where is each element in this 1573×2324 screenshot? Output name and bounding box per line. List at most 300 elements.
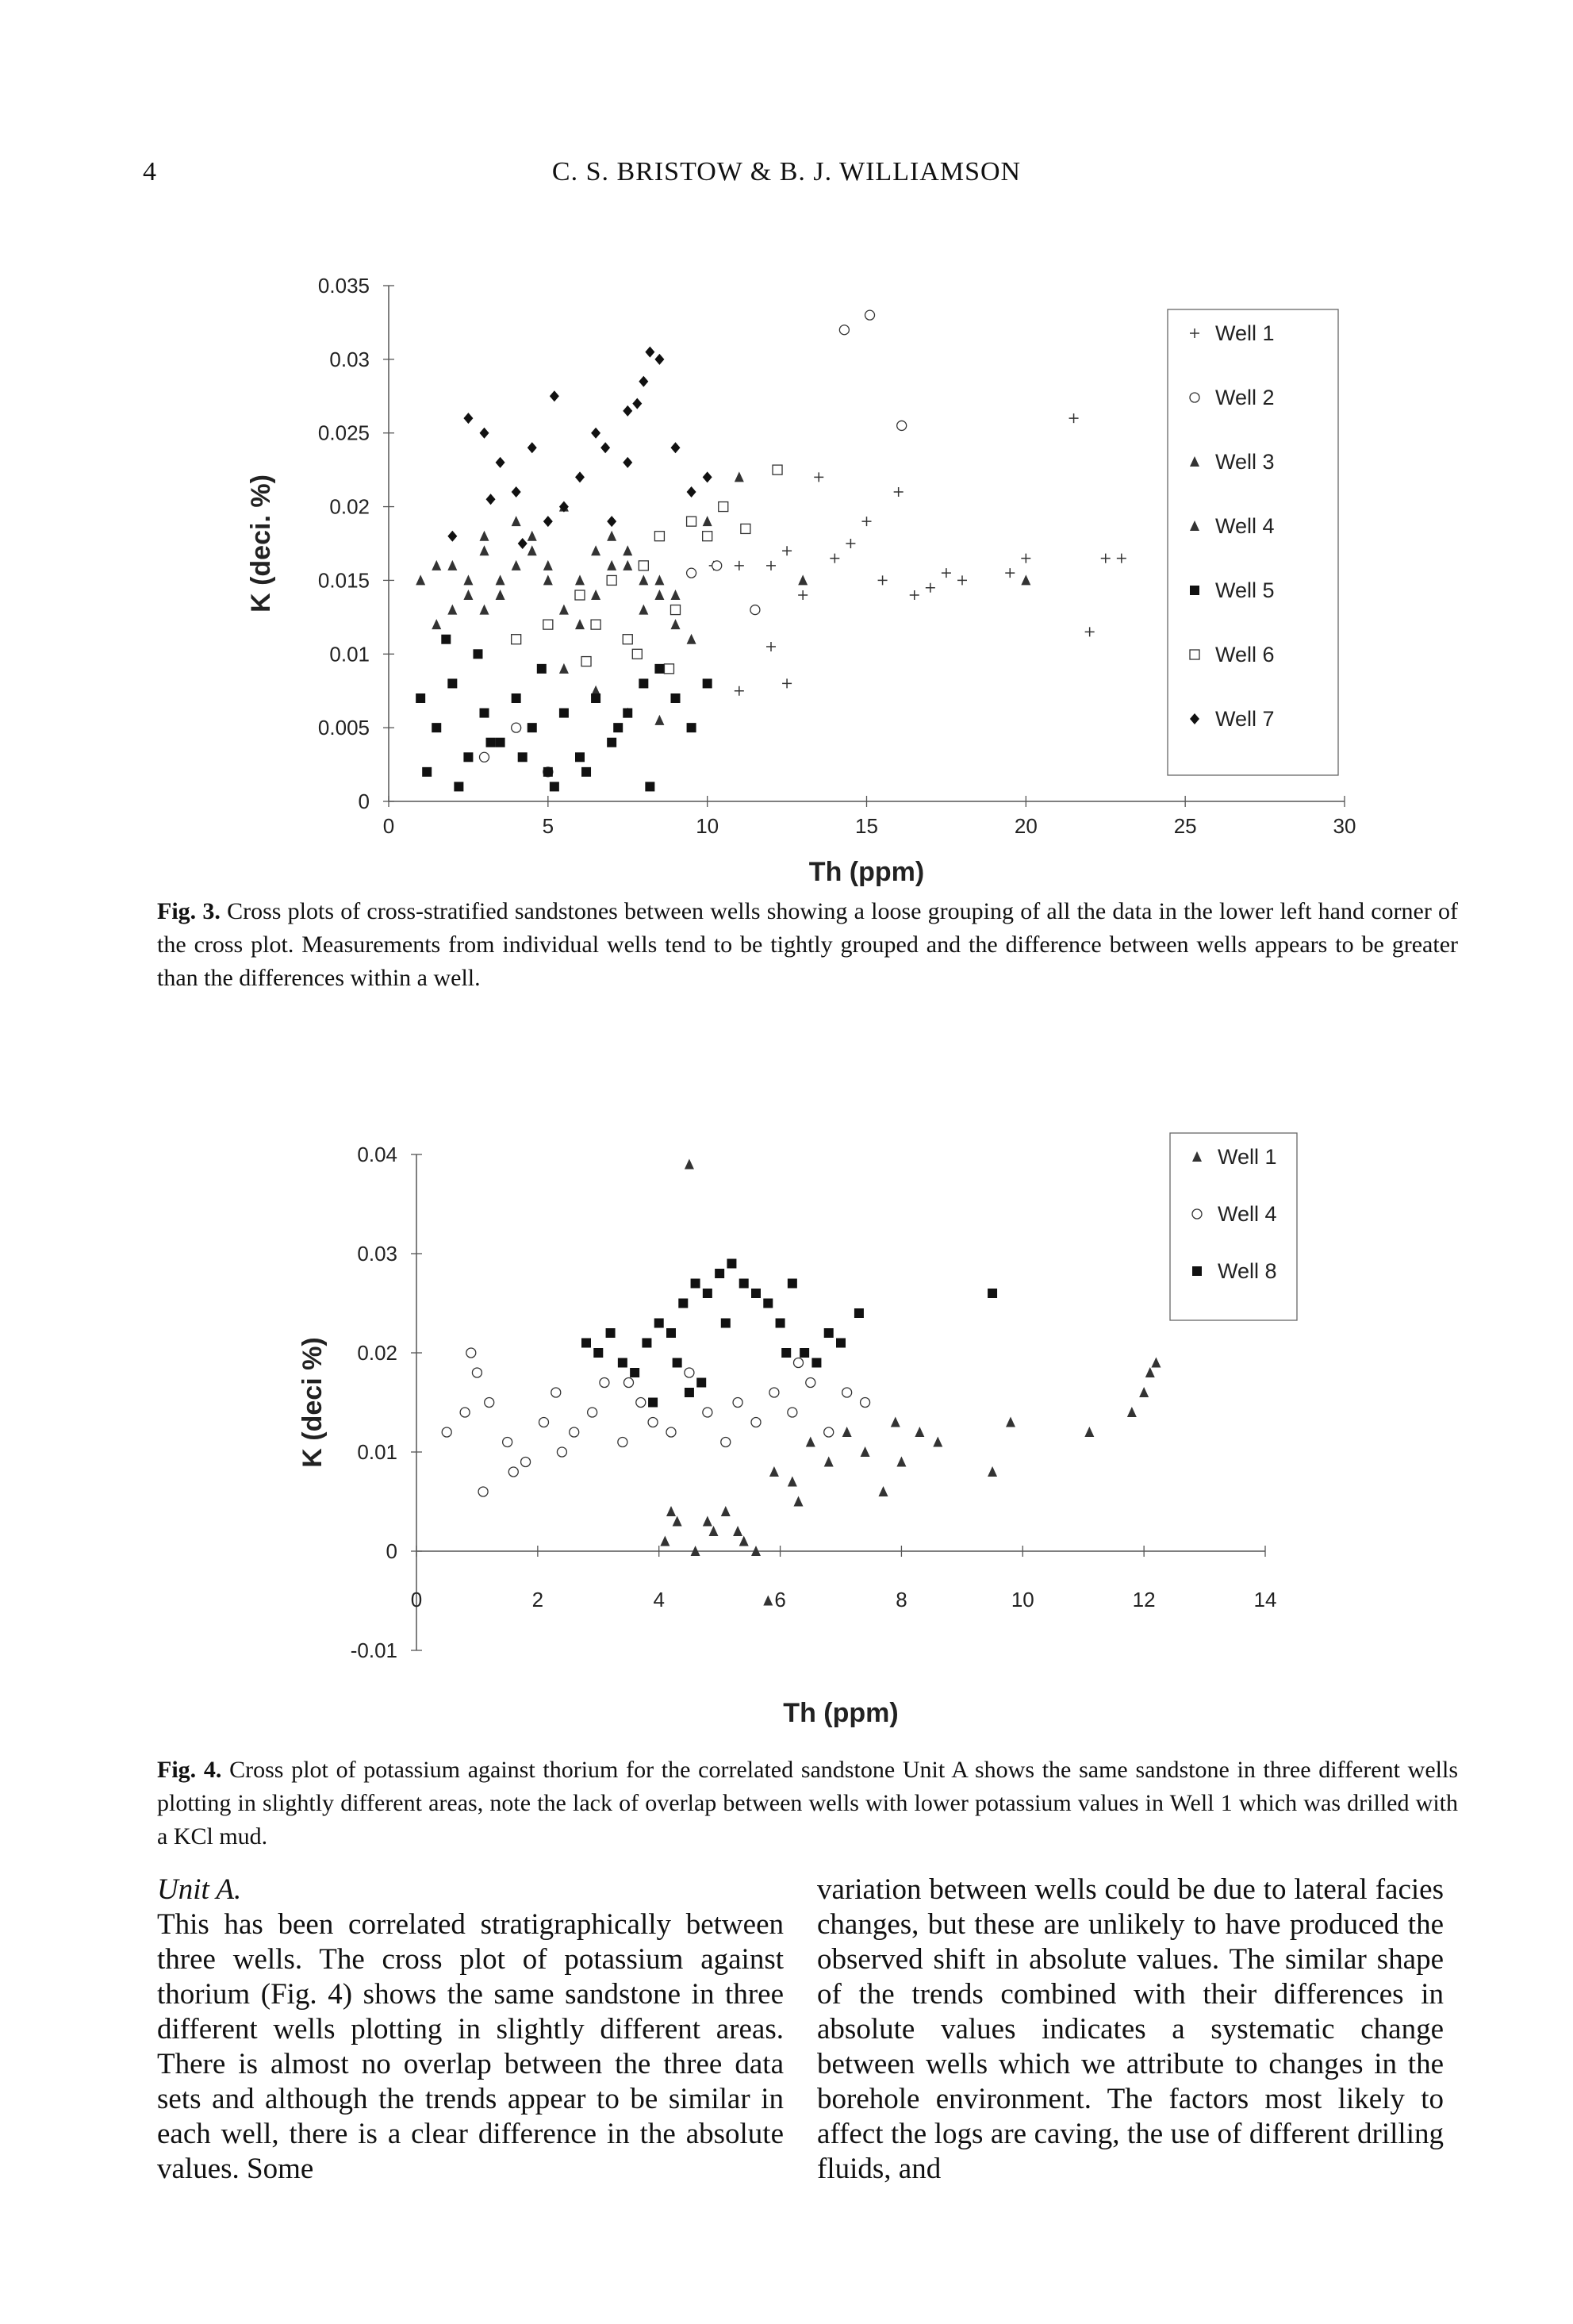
data-point	[496, 590, 505, 600]
data-point	[654, 590, 664, 600]
data-point	[687, 517, 696, 526]
data-point	[788, 1408, 797, 1417]
data-point	[537, 664, 547, 674]
data-point	[800, 1348, 809, 1358]
data-point	[575, 471, 585, 482]
data-point	[798, 574, 808, 585]
data-point	[776, 1319, 785, 1328]
data-point	[480, 605, 489, 615]
data-point	[422, 767, 432, 777]
x-tick-label: 5	[542, 814, 554, 838]
data-point	[645, 347, 654, 358]
x-tick-label: 0	[410, 1588, 423, 1611]
data-point	[878, 575, 888, 585]
data-point	[648, 1418, 658, 1427]
data-point	[733, 1398, 742, 1408]
data-point	[485, 1398, 494, 1408]
y-tick-label: 0	[358, 789, 370, 813]
data-point	[588, 1408, 597, 1417]
series-well-1	[660, 1159, 1161, 1606]
data-point	[763, 1299, 773, 1308]
data-point	[671, 590, 681, 600]
data-point	[623, 457, 632, 468]
data-point	[988, 1466, 997, 1477]
data-point	[496, 738, 505, 747]
data-point	[703, 516, 712, 526]
data-point	[1005, 568, 1015, 578]
data-point	[581, 657, 591, 666]
data-point	[528, 442, 537, 453]
data-point	[550, 390, 559, 401]
data-point	[591, 428, 600, 439]
data-point	[794, 1358, 804, 1368]
data-point	[591, 545, 600, 555]
data-point	[581, 767, 591, 777]
data-point	[766, 561, 776, 570]
data-point	[623, 545, 632, 555]
y-tick-label: 0.015	[317, 568, 370, 593]
data-point	[463, 574, 473, 585]
x-tick-label: 15	[855, 814, 878, 838]
data-point	[1085, 627, 1095, 636]
data-point	[1151, 1358, 1161, 1368]
data-point	[1069, 413, 1079, 423]
data-point	[811, 1358, 821, 1368]
figure-4-label: Fig. 4.	[157, 1757, 222, 1783]
data-point	[543, 620, 553, 629]
legend-marker	[1190, 586, 1199, 595]
data-point	[830, 554, 839, 563]
legend-label: Well 7	[1215, 707, 1275, 731]
y-tick-label: 0.04	[357, 1143, 397, 1166]
data-point	[521, 1458, 531, 1467]
data-point	[666, 1427, 676, 1437]
data-point	[664, 664, 673, 674]
data-point	[607, 738, 616, 747]
data-point	[480, 428, 489, 439]
data-point	[673, 1516, 682, 1527]
legend-box	[1168, 309, 1338, 775]
data-point	[636, 1398, 646, 1408]
data-point	[528, 545, 537, 555]
y-axis-label: K (deci %)	[297, 1337, 328, 1468]
data-point	[773, 465, 782, 474]
data-point	[528, 723, 537, 732]
data-point	[463, 752, 473, 762]
legend-label: Well 4	[1215, 514, 1275, 538]
data-point	[496, 574, 505, 585]
data-point	[696, 1378, 706, 1388]
data-point	[782, 678, 792, 688]
data-point	[735, 561, 744, 570]
data-point	[709, 1526, 719, 1536]
data-point	[512, 693, 521, 703]
data-point	[460, 1408, 470, 1417]
data-point	[463, 413, 473, 424]
figure-4	[238, 1111, 1349, 1730]
data-point	[751, 1289, 761, 1298]
data-point	[623, 560, 632, 570]
body-left-column	[157, 1873, 784, 2187]
data-point	[447, 560, 457, 570]
legend-label: Well 1	[1218, 1145, 1277, 1169]
data-point	[600, 442, 610, 453]
data-point	[463, 590, 473, 600]
data-point	[842, 1388, 852, 1397]
series-well-5	[416, 635, 712, 792]
data-point	[798, 590, 808, 600]
figure-3-caption	[157, 895, 1458, 995]
y-tick-label: 0.005	[317, 716, 370, 740]
data-point	[703, 1408, 712, 1417]
data-point	[896, 1457, 906, 1467]
data-point	[486, 738, 496, 747]
data-point	[648, 1398, 658, 1408]
data-point	[788, 1279, 797, 1289]
y-tick-label: 0.035	[317, 274, 370, 298]
data-point	[512, 516, 521, 526]
x-tick-label: 25	[1173, 814, 1197, 838]
data-point	[480, 752, 489, 762]
legend-label: Well 1	[1215, 321, 1275, 345]
data-point	[666, 1506, 676, 1516]
page-number: 4	[143, 157, 156, 186]
data-point	[814, 472, 823, 482]
figure-3-chart	[238, 254, 1356, 912]
data-point	[824, 1457, 834, 1467]
data-point	[624, 1378, 634, 1388]
series-well-1	[709, 413, 1126, 696]
data-point	[550, 782, 559, 791]
data-point	[472, 1368, 481, 1377]
data-point	[618, 1358, 627, 1368]
x-tick-label: 0	[382, 814, 395, 838]
y-tick-label: 0.01	[329, 642, 370, 666]
data-point	[639, 574, 648, 585]
figure-4-caption	[157, 1754, 1458, 1853]
data-point	[703, 1289, 712, 1298]
data-point	[441, 635, 451, 644]
data-point	[671, 442, 681, 453]
data-point	[512, 560, 521, 570]
data-point	[618, 1438, 627, 1447]
data-point	[685, 1388, 694, 1397]
series-well-3	[416, 471, 1237, 724]
data-point	[1145, 1367, 1155, 1377]
data-point	[543, 767, 553, 777]
data-point	[559, 709, 569, 718]
data-point	[623, 405, 632, 417]
data-point	[750, 605, 760, 615]
data-point	[926, 583, 935, 593]
data-point	[447, 531, 457, 542]
data-point	[846, 539, 855, 548]
data-point	[879, 1486, 888, 1496]
data-point	[607, 516, 616, 527]
legend	[1168, 309, 1338, 775]
data-point	[432, 723, 441, 732]
data-point	[600, 1378, 609, 1388]
data-point	[957, 575, 967, 585]
x-tick-label: 30	[1333, 814, 1356, 838]
data-point	[719, 502, 728, 512]
data-point	[559, 605, 569, 615]
data-point	[416, 693, 425, 703]
data-point	[806, 1378, 815, 1388]
legend-label: Well 2	[1215, 386, 1275, 409]
data-point	[671, 619, 681, 629]
data-point	[528, 531, 537, 541]
data-point	[486, 494, 496, 505]
data-point	[733, 1526, 742, 1536]
data-point	[703, 532, 712, 541]
data-point	[593, 1348, 603, 1358]
data-point	[942, 568, 951, 578]
data-point	[721, 1319, 731, 1328]
data-point	[687, 486, 696, 497]
data-point	[1117, 554, 1126, 563]
data-point	[763, 1596, 773, 1606]
x-tick-label: 10	[696, 814, 719, 838]
data-point	[836, 1339, 846, 1348]
x-tick-label: 2	[531, 1588, 544, 1611]
data-point	[751, 1418, 761, 1427]
data-point	[654, 574, 664, 585]
data-point	[862, 517, 872, 526]
data-point	[591, 620, 600, 629]
running-head: C. S. BRISTOW & B. J. WILLIAMSON	[551, 157, 1022, 186]
data-point	[630, 1368, 639, 1377]
data-point	[607, 560, 616, 570]
page-header	[0, 157, 1573, 205]
data-point	[687, 568, 696, 578]
data-point	[575, 619, 585, 629]
data-point	[794, 1496, 804, 1507]
legend-marker	[1192, 1209, 1202, 1219]
data-point	[607, 531, 616, 541]
legend-marker	[1192, 1266, 1202, 1276]
data-point	[480, 709, 489, 718]
data-point	[639, 605, 648, 615]
legend-marker	[1190, 650, 1199, 659]
data-point	[1139, 1387, 1149, 1397]
data-point	[539, 1418, 549, 1427]
data-point	[721, 1506, 731, 1516]
body-left-text: This has been correlated stratigraphically between three wells. The cross plot of potassium against thorium (Fig. 4) shows the same sandstone in three different wells plotting in slightly different areas. There is almost no overlap between the three data sets and although the trends appear to be similar in each well, there is a clear difference in the absolute values. Some	[157, 1908, 784, 2185]
data-point	[861, 1398, 870, 1408]
data-point	[703, 678, 712, 688]
data-point	[842, 1427, 852, 1437]
data-point	[512, 486, 521, 497]
data-point	[806, 1437, 815, 1447]
x-tick-label: 20	[1014, 814, 1038, 838]
data-point	[1127, 1407, 1137, 1417]
data-point	[623, 635, 632, 644]
series-well-2	[480, 310, 907, 777]
data-point	[543, 574, 553, 585]
legend-label: Well 3	[1215, 450, 1275, 474]
data-point	[639, 561, 648, 570]
y-tick-label: 0.01	[357, 1440, 397, 1464]
y-tick-label: 0	[386, 1539, 397, 1563]
data-point	[591, 693, 600, 703]
data-point	[894, 487, 904, 497]
data-point	[512, 723, 521, 732]
data-point	[788, 1477, 797, 1487]
data-point	[712, 561, 722, 570]
x-axis-label: Th (ppm)	[808, 857, 925, 887]
data-point	[654, 354, 664, 365]
data-point	[897, 421, 907, 430]
y-tick-label: 0.02	[329, 494, 370, 519]
data-point	[865, 310, 875, 320]
data-point	[480, 531, 489, 541]
data-point	[654, 532, 664, 541]
figure-3-label: Fig. 3.	[157, 898, 221, 924]
data-point	[645, 782, 654, 791]
legend	[1170, 1133, 1297, 1320]
data-point	[1021, 574, 1030, 585]
data-point	[442, 1427, 451, 1437]
data-point	[685, 1368, 694, 1377]
data-point	[607, 575, 616, 585]
data-point	[678, 1299, 688, 1308]
data-point	[543, 516, 553, 527]
data-point	[575, 590, 585, 600]
x-tick-label: 6	[774, 1588, 786, 1611]
data-point	[632, 398, 642, 409]
data-point	[654, 715, 664, 725]
y-tick-label: -0.01	[350, 1638, 397, 1662]
data-point	[687, 723, 696, 732]
data-point	[432, 560, 441, 570]
data-point	[671, 605, 681, 615]
data-point	[508, 1467, 518, 1477]
data-point	[739, 1536, 749, 1546]
data-point	[478, 1487, 488, 1496]
data-point	[496, 457, 505, 468]
data-point	[623, 709, 632, 718]
data-point	[570, 1427, 579, 1437]
data-point	[575, 752, 585, 762]
x-tick-label: 14	[1253, 1588, 1277, 1611]
y-tick-label: 0.03	[329, 347, 370, 371]
data-point	[551, 1388, 561, 1397]
data-point	[518, 538, 528, 549]
x-tick-label: 8	[896, 1588, 907, 1611]
y-axis-label: K (deci. %)	[246, 474, 276, 613]
data-point	[727, 1259, 736, 1269]
legend-marker	[1190, 393, 1199, 402]
data-point	[685, 1159, 694, 1170]
series-well-8	[581, 1259, 997, 1408]
data-point	[613, 723, 623, 732]
legend-label: Well 4	[1218, 1202, 1277, 1226]
data-point	[1084, 1427, 1094, 1437]
data-point	[518, 752, 528, 762]
data-point	[473, 649, 482, 659]
data-point	[559, 663, 569, 674]
data-point	[703, 1516, 712, 1527]
data-point	[654, 1319, 664, 1328]
data-point	[766, 642, 776, 651]
data-point	[512, 635, 521, 644]
data-point	[769, 1466, 779, 1477]
data-point	[824, 1328, 834, 1338]
data-point	[591, 590, 600, 600]
data-point	[466, 1348, 476, 1358]
data-point	[861, 1446, 870, 1457]
data-point	[915, 1427, 924, 1437]
data-point	[673, 1358, 682, 1368]
data-point	[543, 560, 553, 570]
x-tick-label: 4	[653, 1588, 665, 1611]
data-point	[910, 590, 919, 600]
data-point	[735, 471, 744, 482]
data-point	[715, 1269, 724, 1278]
y-tick-label: 0.03	[357, 1242, 397, 1266]
body-right-column	[817, 1873, 1444, 2187]
data-point	[741, 524, 750, 533]
data-point	[480, 545, 489, 555]
section-title: Unit A.	[157, 1873, 242, 1906]
data-point	[416, 574, 425, 585]
data-point	[654, 664, 664, 674]
data-point	[1021, 554, 1030, 563]
data-point	[703, 471, 712, 482]
series-well-7	[447, 347, 712, 549]
data-point	[769, 1388, 779, 1397]
data-point	[454, 782, 463, 791]
data-point	[782, 546, 792, 555]
body-right-text: variation between wells could be due to lateral facies changes, but these are unlikely to have produced the observed shift in absolute values. The similar shape of the trends combined with their differences in absolute values indicates a systematic change between wells which we attribute to changes in the borehole environment. The factors most likely to affect the logs are caving, the use of different drilling fluids, and	[817, 1873, 1444, 2185]
data-point	[824, 1427, 834, 1437]
data-point	[839, 325, 849, 335]
data-point	[891, 1417, 900, 1427]
data-point	[639, 678, 648, 688]
figure-3-caption-text: Cross plots of cross-stratified sandstones between wells showing a loose grouping of all the data in the lower left hand corner of the cross plot. Measurements from individual wells tend to be tightly grouped and the difference between wells appears to be greater than the differences within a well.	[157, 898, 1459, 991]
data-point	[671, 693, 681, 703]
x-tick-label: 10	[1011, 1588, 1034, 1611]
data-point	[781, 1348, 791, 1358]
data-point	[933, 1437, 942, 1447]
legend-label: Well 6	[1215, 643, 1275, 666]
data-point	[606, 1328, 616, 1338]
data-point	[691, 1279, 700, 1289]
data-point	[721, 1438, 731, 1447]
legend-label: Well 8	[1218, 1259, 1277, 1283]
data-point	[739, 1279, 749, 1289]
data-point	[642, 1339, 651, 1348]
data-point	[735, 686, 744, 696]
y-tick-label: 0.02	[357, 1341, 397, 1365]
data-point	[639, 376, 648, 387]
data-point	[432, 619, 441, 629]
data-point	[666, 1328, 676, 1338]
figure-4-chart	[238, 1111, 1349, 1730]
figure-3	[238, 254, 1356, 912]
data-point	[447, 605, 457, 615]
x-tick-label: 12	[1132, 1588, 1156, 1611]
data-point	[687, 634, 696, 644]
x-axis-label: Th (ppm)	[783, 1698, 899, 1728]
data-point	[988, 1289, 997, 1298]
data-point	[632, 649, 642, 659]
data-point	[557, 1447, 566, 1457]
series-well-4	[442, 1348, 869, 1496]
data-point	[503, 1438, 512, 1447]
data-point	[1101, 554, 1111, 563]
